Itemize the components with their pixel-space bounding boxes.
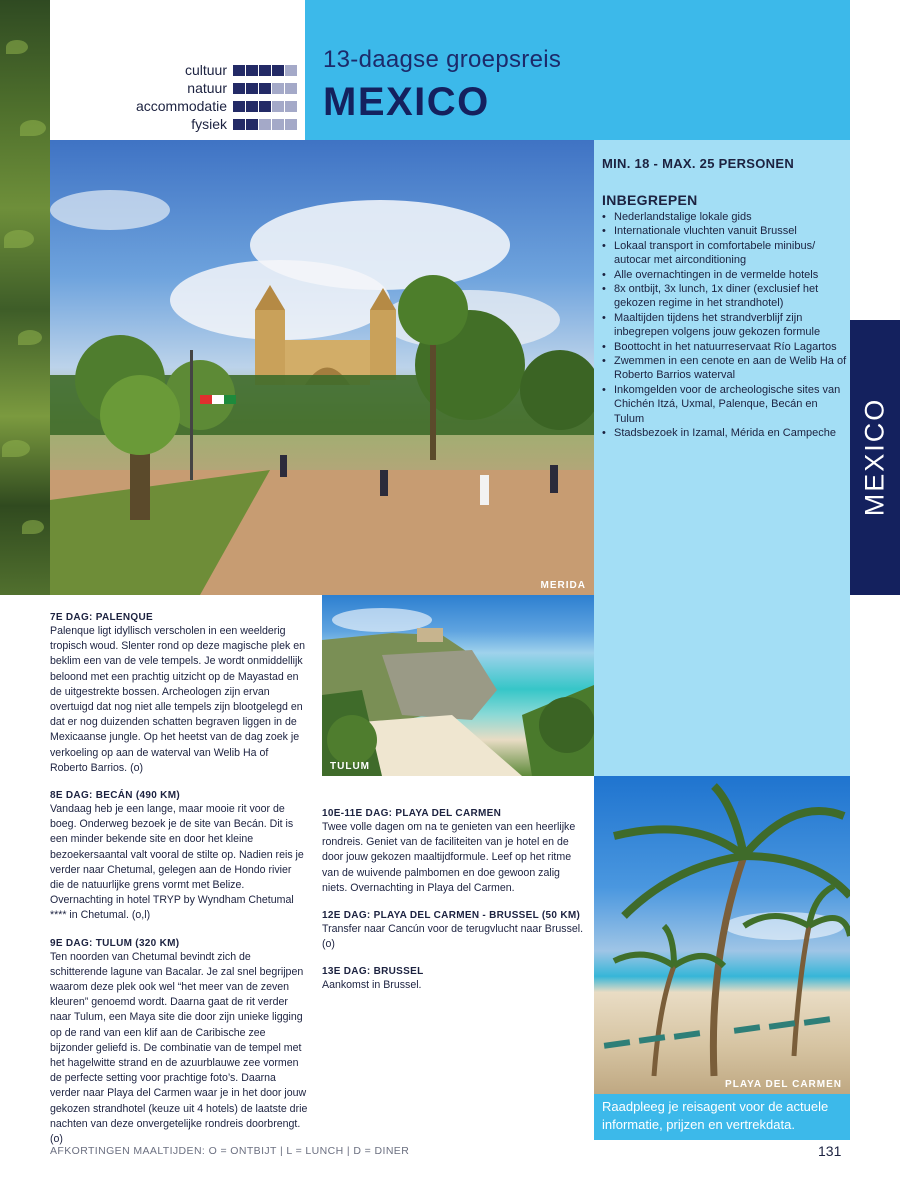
merida-illustration: [50, 140, 594, 595]
rating-squares: [233, 83, 297, 94]
rating-row-fysiek: [191, 115, 297, 133]
rating-square-filled: [259, 101, 271, 112]
title-panel: [305, 0, 850, 140]
playa-illustration: [594, 776, 850, 1094]
day-block-becan: [50, 790, 308, 924]
rating-square-empty: [272, 83, 284, 94]
rating-square-filled: [246, 65, 258, 76]
country-side-tab-label: MEXICO: [859, 397, 890, 517]
itinerary-column-left: [50, 612, 308, 1161]
rating-square-empty: [272, 101, 284, 112]
day-block-tulum: [50, 938, 308, 1148]
day-description: Vandaag heb je een lange, maar mooie rit voor de boeg. Onderweg bezoek je de site van Becán. Dit is een minder bekende site en door het kleine bezoekersaantal valt vooral de stilte op. Nadien reis je verder naar Chetumal, gelegen aan de Hondo rivier die de natuurlijke grens vormt met Belize. Overnachting in hotel TRYP by Wyndham Chetumal **** in Chetumal. (o,l): [50, 803, 304, 922]
rating-square-empty: [272, 119, 284, 130]
rating-square-filled: [259, 65, 271, 76]
included-heading: INBEGREPEN: [602, 192, 698, 208]
rating-square-filled: [233, 101, 245, 112]
rating-square-filled: [246, 101, 258, 112]
rating-label: accommodatie: [135, 98, 227, 114]
day-heading: 12E DAG: PLAYA DEL CARMEN - BRUSSEL (50 KM): [322, 910, 581, 922]
included-item: • Maaltijden tijdens het strandverblijf zijn inbegrepen volgens jouw gekozen formule: [602, 311, 848, 340]
rating-panel: [50, 0, 305, 140]
photo-caption-merida: MERIDA: [540, 580, 586, 591]
day-description: Transfer naar Cancún voor de terugvlucht naar Brussel. (o): [322, 923, 584, 951]
day-heading: 13E DAG: BRUSSEL: [322, 966, 424, 978]
rating-squares: [233, 119, 297, 130]
rating-squares: [233, 101, 297, 112]
day-block-brussel: [322, 966, 584, 993]
rating-squares: [233, 65, 297, 76]
day-block-return: [322, 910, 584, 952]
day-description: Ten noorden van Chetumal bevindt zich de schitterende lagune van Bacalar. Je zal snel begrijpen waarom deze plek ook wel “het meer van de zeven kleuren” genoemd wordt. Daarna gaat de rit verder naar Tulum, een Maya site die door zijn unieke ligging op de rand van een klif aan de Caribische zee bijzonder geliefd is. De combinatie van de tempel met het hagelwitte strand en de azuurblauwe zee vormen de perfecte setting voor prachtige foto’s. Daarna verder naar Playa del Carmen waar je in het door jouw gekozen strandhotel (keuze uit 4 hotels) de laatste drie nachten van deze onvergetelijke rondreis doorbrengt. (o): [50, 950, 308, 1146]
rating-square-empty: [285, 83, 297, 94]
rating-square-filled: [233, 119, 245, 130]
rating-row-cultuur: [185, 61, 297, 79]
day-description: Twee volle dagen om na te genieten van een heerlijke rondreis. Geniet van de faciliteiten van je hotel en de door jouw gekozen maaltijdformule. Leef op het ritme van de wuivende palmbomen en doe gewoon zalig niets. Overnachting in Playa del Carmen.: [322, 821, 576, 894]
rating-row-accommodatie: [136, 97, 297, 115]
rating-square-empty: [285, 65, 297, 76]
rating-label: natuur: [187, 80, 227, 96]
rating-square-empty: [259, 119, 271, 130]
day-description: Palenque ligt idyllisch verscholen in een weelderig tropisch woud. Slenter rond op deze magische plek en beklim een van de vele tempels. Je wordt onmiddellijk beloond met een prachtig uitzicht op de Mayastad en de uitgestrekte bossen. Archeologen zijn ervan overtuigd dat nog niet alle tempels zijn blootgelegd en dat er nog duizenden schatten begraven liggen in de Mexicaanse jungle. Op het heetst van de dag zoek je verkoeling op aan de waterval van Welib Ha of Roberto Barrios. (o): [50, 625, 305, 774]
page-title: MEXICO: [323, 80, 490, 124]
day-heading: 9E DAG: TULUM (320 KM): [50, 937, 180, 949]
merida-photo: [50, 140, 594, 595]
included-item: • Lokaal transport in comfortabele minibus/ autocar met airconditioning: [602, 239, 848, 268]
day-description: Aankomst in Brussel.: [322, 979, 422, 992]
group-size: MIN. 18 - MAX. 25 PERSONEN: [602, 156, 795, 171]
rating-row-natuur: [187, 79, 297, 97]
travel-agent-notice-text: Raadpleeg je reisagent voor de actuele informatie, prijzen en vertrekdata.: [602, 1099, 829, 1132]
trip-subtitle: 13-daagse groepsreis: [323, 46, 562, 73]
day-heading: 10E-11E DAG: PLAYA DEL CARMEN: [322, 808, 502, 819]
rating-label: fysiek: [191, 116, 227, 132]
rating-square-filled: [246, 119, 258, 130]
included-item: • Stadsbezoek in Izamal, Mérida en Campeche: [602, 426, 848, 440]
rating-square-filled: [259, 83, 271, 94]
rating-label: cultuur: [184, 62, 227, 78]
travel-agent-notice: [594, 1094, 850, 1140]
info-panel: [594, 140, 850, 776]
jungle-photo-strip: [0, 0, 50, 595]
tulum-photo: [322, 595, 594, 776]
country-side-tab: [850, 320, 900, 595]
day-heading: 8E DAG: BECÁN (490 KM): [50, 790, 180, 802]
included-item: • 8x ontbijt, 3x lunch, 1x diner (exclusief het gekozen regime in het strandhotel): [602, 282, 848, 311]
included-item: • Internationale vluchten vanuit Brussel: [602, 224, 848, 238]
rating-square-filled: [246, 83, 258, 94]
page-number: 131: [818, 1143, 842, 1159]
included-item: • Zwemmen in een cenote en aan de Welib Ha of Roberto Barrios waterval: [602, 354, 848, 383]
included-list: [602, 210, 848, 441]
photo-caption-playa: PLAYA DEL CARMEN: [725, 1079, 842, 1090]
rating-square-filled: [233, 65, 245, 76]
rating-square-empty: [285, 101, 297, 112]
meal-abbreviations-footer: AFKORTINGEN MAALTIJDEN: O = ONTBIJT | L = LUNCH | D = DINER: [50, 1145, 410, 1157]
day-block-playa: [322, 808, 584, 896]
included-item: • Boottocht in het natuurreservaat Río Lagartos: [602, 340, 848, 354]
tulum-illustration: [322, 595, 594, 776]
playa-del-carmen-photo: [594, 776, 850, 1094]
rating-square-empty: [285, 119, 297, 130]
photo-caption-tulum: TULUM: [330, 761, 370, 772]
itinerary-column-middle: [322, 808, 584, 1008]
rating-square-filled: [272, 65, 284, 76]
day-block-palenque: [50, 612, 308, 776]
day-heading: 7E DAG: PALENQUE: [50, 612, 153, 623]
rating-square-filled: [233, 83, 245, 94]
included-item: • Nederlandstalige lokale gids: [602, 210, 848, 224]
included-item: • Inkomgelden voor de archeologische sites van Chichén Itzá, Uxmal, Palenque, Becán en Tulum: [602, 383, 848, 426]
included-item: • Alle overnachtingen in de vermelde hotels: [602, 268, 848, 282]
